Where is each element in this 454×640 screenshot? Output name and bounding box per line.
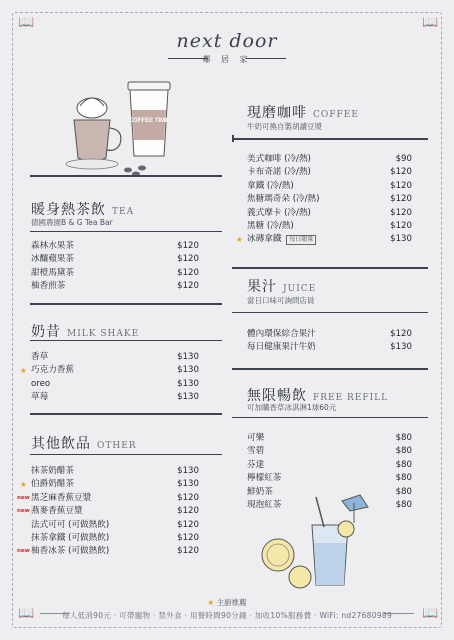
menu-item-price: $120 xyxy=(390,207,412,218)
menu-item-price: $130 xyxy=(177,392,199,403)
menu-item-label: 冰磚拿鐵 xyxy=(247,234,282,245)
menu-item-name xyxy=(247,432,264,445)
menu-item-label: 體內環保綜合果汁 xyxy=(247,329,316,339)
section-title-en: TEA xyxy=(112,207,135,217)
tea-list xyxy=(31,240,199,294)
menu-item-label: 可樂 xyxy=(247,433,265,443)
menu-item-price: $120 xyxy=(177,506,199,517)
menu-item-name xyxy=(31,253,74,266)
menu-item-name xyxy=(31,351,48,364)
menu-item xyxy=(247,486,412,499)
menu-item-name xyxy=(31,505,83,518)
menu-item xyxy=(247,432,412,445)
menu-item-name xyxy=(31,465,74,478)
section-title-en: COFFEE xyxy=(313,110,359,120)
divider xyxy=(30,175,222,177)
section-title-zh: 暖身熱茶飲 xyxy=(31,202,106,218)
menu-item-price: $80 xyxy=(395,459,412,470)
divider xyxy=(232,138,428,140)
menu-item xyxy=(17,545,199,558)
menu-item-name xyxy=(31,267,74,280)
brand-chinese-name: 鄰 居 家 xyxy=(202,55,252,64)
menu-item-label: 每日健康果汁牛奶 xyxy=(247,342,316,353)
menu-item xyxy=(31,280,199,293)
divider xyxy=(30,303,222,305)
divider xyxy=(30,340,222,341)
divider xyxy=(30,454,222,455)
section-title-milkshake xyxy=(31,321,139,341)
book-icon: 📖 xyxy=(18,15,35,30)
menu-item xyxy=(247,220,412,233)
menu-item-price: $120 xyxy=(177,519,199,530)
menu-item-price: $130 xyxy=(177,352,199,362)
section-title-zh: 現磨咖啡 xyxy=(247,105,307,121)
menu-item-label: 焦糖瑪奇朵 (冷/熱) xyxy=(247,194,320,205)
section-title-zh: 果汁 xyxy=(247,279,277,295)
menu-item-name xyxy=(247,459,264,472)
menu-item xyxy=(31,351,199,364)
book-icon: 📖 xyxy=(18,606,35,621)
menu-item-price: $120 xyxy=(177,241,199,251)
menu-item-price: $120 xyxy=(390,329,412,339)
menu-item-label: 柚香冰茶 (可做熱飲) xyxy=(31,546,110,557)
menu-item xyxy=(31,465,199,478)
legend-label: 主廚推薦 xyxy=(216,598,247,607)
menu-item-label: 冰釀蘋果茶 xyxy=(31,254,74,265)
menu-item-price: $120 xyxy=(177,281,199,292)
cup-label: COFFEE TIME xyxy=(128,118,170,124)
menu-item-name xyxy=(247,193,320,206)
menu-item xyxy=(20,478,199,491)
menu-item-price: $80 xyxy=(395,486,412,497)
menu-item-label: 義式摩卡 (冷/熱) xyxy=(247,207,311,218)
menu-item-price: $80 xyxy=(395,473,412,484)
section-title-other xyxy=(31,433,137,453)
menu-item-label: 草莓 xyxy=(31,392,49,403)
menu-item xyxy=(31,532,199,545)
divider xyxy=(232,135,234,142)
menu-item-label: 森林水果茶 xyxy=(31,241,74,251)
menu-item-label: 檸檬紅茶 xyxy=(247,473,282,484)
milkshake-list xyxy=(20,351,199,405)
menu-item-label: 伯爵奶醋茶 xyxy=(31,479,74,490)
menu-item-label: oreo xyxy=(31,378,51,389)
menu-item-name xyxy=(31,240,74,253)
menu-item xyxy=(247,180,412,193)
menu-item-label: 黑芝麻香蕉豆漿 xyxy=(31,492,92,503)
menu-item-price: $130 xyxy=(177,378,199,389)
new-badge: new xyxy=(17,494,30,501)
menu-item-name xyxy=(31,364,74,377)
menu-item xyxy=(236,233,412,246)
section-title-coffee xyxy=(247,102,359,122)
menu-item-label: 黑糖 (冷/熱) xyxy=(247,220,294,231)
menu-item xyxy=(247,459,412,472)
menu-item-name xyxy=(247,220,294,233)
menu-item-label: 鮮奶茶 xyxy=(247,486,273,497)
footer-note: 每人低消90元 · 可帶寵物 · 禁外食 · 用餐時間90分鐘 · 加收10%服務費 · WiFi: nd27680989 xyxy=(61,611,393,620)
menu-item-label: 甜橙馬黛茶 xyxy=(31,267,74,278)
menu-item xyxy=(247,445,412,458)
section-title-en: JUICE xyxy=(283,284,317,294)
menu-item xyxy=(247,207,412,220)
menu-item xyxy=(17,492,199,505)
menu-item-name xyxy=(247,166,311,179)
menu-item xyxy=(247,499,412,512)
section-title-en: MILK SHAKE xyxy=(67,329,140,339)
menu-item-label: 法式可可 (可做熱飲) xyxy=(31,519,110,530)
divider xyxy=(30,231,222,232)
menu-item-price: $130 xyxy=(390,234,412,245)
menu-item-name xyxy=(31,378,50,391)
coffee-illustration xyxy=(52,80,182,180)
menu-item-price: $80 xyxy=(395,499,412,510)
star-icon: ★ xyxy=(207,598,215,607)
menu-item xyxy=(247,328,412,341)
menu-item-label: 抹茶拿鐵 (可做熱飲) xyxy=(31,532,110,543)
section-title-en: FREE REFILL xyxy=(313,393,389,403)
menu-item-name xyxy=(31,545,109,558)
menu-item-label: 芬達 xyxy=(247,459,265,470)
section-title-juice xyxy=(247,276,316,296)
menu-item-name xyxy=(247,472,281,485)
menu-item-name xyxy=(247,341,316,354)
divider xyxy=(232,417,428,418)
menu-item xyxy=(247,472,412,485)
menu-item-price: $120 xyxy=(390,220,412,231)
menu-item xyxy=(31,267,199,280)
menu-item-price: $120 xyxy=(390,167,412,178)
menu-item-label: 卡布奇諾 (冷/熱) xyxy=(247,167,311,178)
section-title-en: OTHER xyxy=(97,441,137,451)
menu-item-name xyxy=(31,280,65,293)
menu-item-label: 雪碧 xyxy=(247,446,265,457)
section-subtitle: 可加購香草冰淇淋1球60元 xyxy=(247,403,337,412)
menu-item-price: $120 xyxy=(177,546,199,557)
menu-item-name xyxy=(247,486,273,499)
menu-item-price: $130 xyxy=(390,342,412,353)
section-subtitle: 牛奶可換自製胡讀豆漿 xyxy=(247,122,322,131)
menu-item-name xyxy=(31,492,91,505)
menu-item-price: $120 xyxy=(390,180,412,191)
section-title-tea xyxy=(31,199,134,219)
menu-item-label: 美式咖啡 (冷/熱) xyxy=(247,154,311,164)
menu-item xyxy=(31,519,199,532)
menu-item xyxy=(31,391,199,404)
new-badge: new xyxy=(17,508,30,515)
menu-item-name xyxy=(247,180,294,193)
divider xyxy=(232,312,428,313)
menu-item xyxy=(17,505,199,518)
menu-item xyxy=(31,253,199,266)
coffee-list xyxy=(236,153,412,247)
menu-item-label: 現泡紅茶 xyxy=(247,499,282,510)
menu-item-label: 燕麥香蕉豆漿 xyxy=(31,506,83,517)
menu-item-price: $80 xyxy=(395,433,412,443)
menu-item-name xyxy=(31,519,109,532)
menu-item-name xyxy=(247,499,281,512)
menu-item-name xyxy=(31,532,109,545)
menu-item-price: $130 xyxy=(177,479,199,490)
menu-item-price: $120 xyxy=(177,492,199,503)
menu-item xyxy=(247,193,412,206)
menu-item-price: $120 xyxy=(177,532,199,543)
menu-item xyxy=(31,378,199,391)
menu-item xyxy=(20,364,199,377)
footer-legend xyxy=(0,597,454,608)
menu-item-name xyxy=(247,153,311,166)
star-icon: ★ xyxy=(236,235,243,245)
limited-tag: 每日限量 xyxy=(286,235,316,245)
book-icon: 📖 xyxy=(422,606,439,621)
section-subtitle: 德國農園B & G Tea Bar xyxy=(31,218,113,227)
menu-item-name xyxy=(247,233,316,246)
star-icon: ★ xyxy=(20,480,27,490)
section-subtitle: 當日口味可詢問店員 xyxy=(247,296,315,305)
menu-item-label: 香草 xyxy=(31,352,49,362)
menu-item xyxy=(247,153,412,166)
menu-item-name xyxy=(247,328,316,341)
section-title-zh: 其他飲品 xyxy=(31,436,91,452)
menu-item-price: $120 xyxy=(177,254,199,265)
section-title-zh: 無限暢飲 xyxy=(247,388,307,404)
brand-logo: next door xyxy=(176,30,278,52)
menu-item-label: 巧克力香蕉 xyxy=(31,365,74,376)
menu-item xyxy=(247,341,412,354)
menu-item-price: $130 xyxy=(177,466,199,476)
divider xyxy=(30,413,222,415)
refill-list xyxy=(247,432,412,512)
section-title-zh: 奶昔 xyxy=(31,324,61,340)
menu-item-label: 抹茶奶醋茶 xyxy=(31,466,74,476)
divider xyxy=(232,368,428,370)
new-badge: new xyxy=(17,548,30,555)
menu-item-price: $120 xyxy=(390,194,412,205)
star-icon: ★ xyxy=(20,366,27,376)
book-icon: 📖 xyxy=(422,15,439,30)
menu-item xyxy=(31,240,199,253)
divider xyxy=(232,267,428,269)
menu-item-price: $130 xyxy=(177,365,199,376)
juice-list xyxy=(247,328,412,355)
menu-item-price: $80 xyxy=(395,446,412,457)
menu-item-name xyxy=(31,478,74,491)
menu-item-label: 柚香煎茶 xyxy=(31,281,66,292)
menu-item-price: $90 xyxy=(395,154,412,164)
menu-item-label: 拿鐵 (冷/熱) xyxy=(247,180,294,191)
other-list xyxy=(17,465,199,559)
menu-item-name xyxy=(31,391,48,404)
menu-item-price: $120 xyxy=(177,267,199,278)
menu-item-name xyxy=(247,445,264,458)
menu-item xyxy=(247,166,412,179)
menu-item-name xyxy=(247,207,311,220)
